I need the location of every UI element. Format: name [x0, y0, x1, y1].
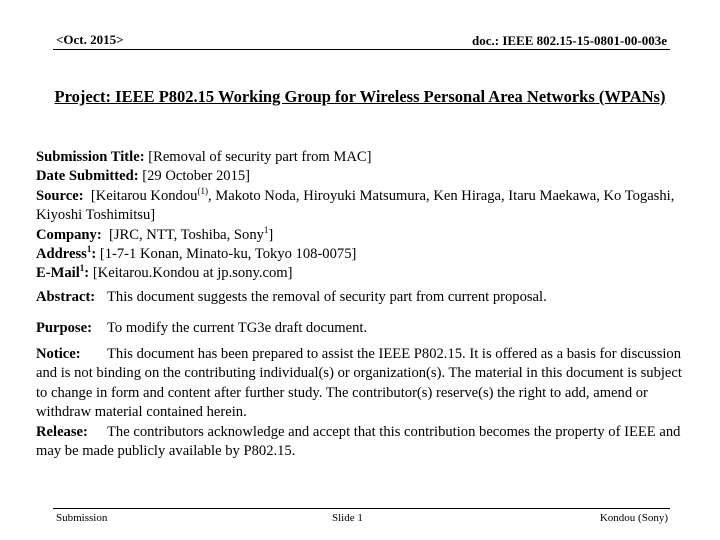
- footer-slide-number: Slide 1: [332, 512, 363, 524]
- release-label: Release:: [36, 423, 88, 440]
- abstract-section: [36, 288, 686, 307]
- date-submitted-value: [29 October 2015]: [142, 168, 251, 185]
- source-first-author: [Keitarou Kondou: [90, 187, 198, 204]
- email-line: [36, 264, 686, 283]
- notice-label: Notice:: [36, 346, 81, 362]
- address-line: [36, 245, 686, 264]
- date-submitted-label: Date Submitted:: [36, 168, 139, 185]
- date-submitted-line: [36, 167, 686, 186]
- notice-section: [36, 345, 686, 461]
- address-value: [1-7-1 Konan, Minato-ku, Tokyo 108-0075]: [99, 246, 357, 263]
- submission-metadata: [36, 148, 686, 284]
- header-date: <Oct. 2015>: [56, 32, 124, 47]
- company-value-pre: [JRC, NTT, Toshiba, Sony: [108, 226, 264, 243]
- footer-divider: [53, 508, 670, 509]
- submission-title-label: Submission Title:: [36, 149, 145, 165]
- notice-paragraph: [36, 345, 686, 423]
- email-value: [Keitarou.Kondou at jp.sony.com]: [92, 265, 293, 282]
- abstract-label: Abstract:: [36, 289, 96, 305]
- footer-author: Kondou (Sony): [599, 512, 668, 524]
- release-text: The contributors acknowledge and accept that this contribution becomes the property of IEEE and may be made publicly available by P802.15.: [36, 423, 681, 460]
- email-label: E-Mail$^1$:: [36, 263, 90, 282]
- abstract-text: This document suggests the removal of security part from current proposal.: [107, 289, 547, 305]
- source-line: [36, 187, 686, 226]
- header-divider: [53, 49, 670, 50]
- company-label: Company:: [36, 226, 102, 243]
- purpose-text: To modify the current TG3e draft document.: [107, 320, 368, 336]
- source-rest: , Makoto Noda, Hiroyuki Matsumura, Ken Hiraga, Itaru Maekawa, Ko Togashi, Kiyoshi Toshimitsu]: [36, 187, 675, 224]
- release-paragraph: [36, 423, 686, 462]
- header-doc-id: doc.: IEEE 802.15-15-0801-00-003e: [472, 33, 667, 48]
- footer-submission: Submission: [56, 512, 108, 524]
- source-first-author-sup: (1): [197, 185, 208, 196]
- company-line: [36, 226, 686, 245]
- address-label: Address$^1$:: [36, 244, 97, 263]
- purpose-label: Purpose:: [36, 320, 92, 336]
- company-value-post: ]: [268, 226, 274, 243]
- project-title: Project: IEEE P802.15 Working Group for Wireless Personal Area Networks (WPANs): [54, 87, 666, 106]
- notice-text: This document has been prepared to assist the IEEE P802.15. It is offered as a basis for discussion and is not binding on the contributing individual(s) or organization(s). The material in this document is subject to change in form and content after further study. The contributor(s) reserve(s) the right to add, amend or withdraw material contained herein.: [36, 346, 682, 421]
- submission-title-value: [Removal of security part from MAC]: [148, 149, 372, 165]
- source-label: Source:: [36, 187, 84, 204]
- purpose-section: [36, 319, 686, 338]
- company-sup: 1: [263, 224, 269, 235]
- submission-title-line: [36, 148, 686, 167]
